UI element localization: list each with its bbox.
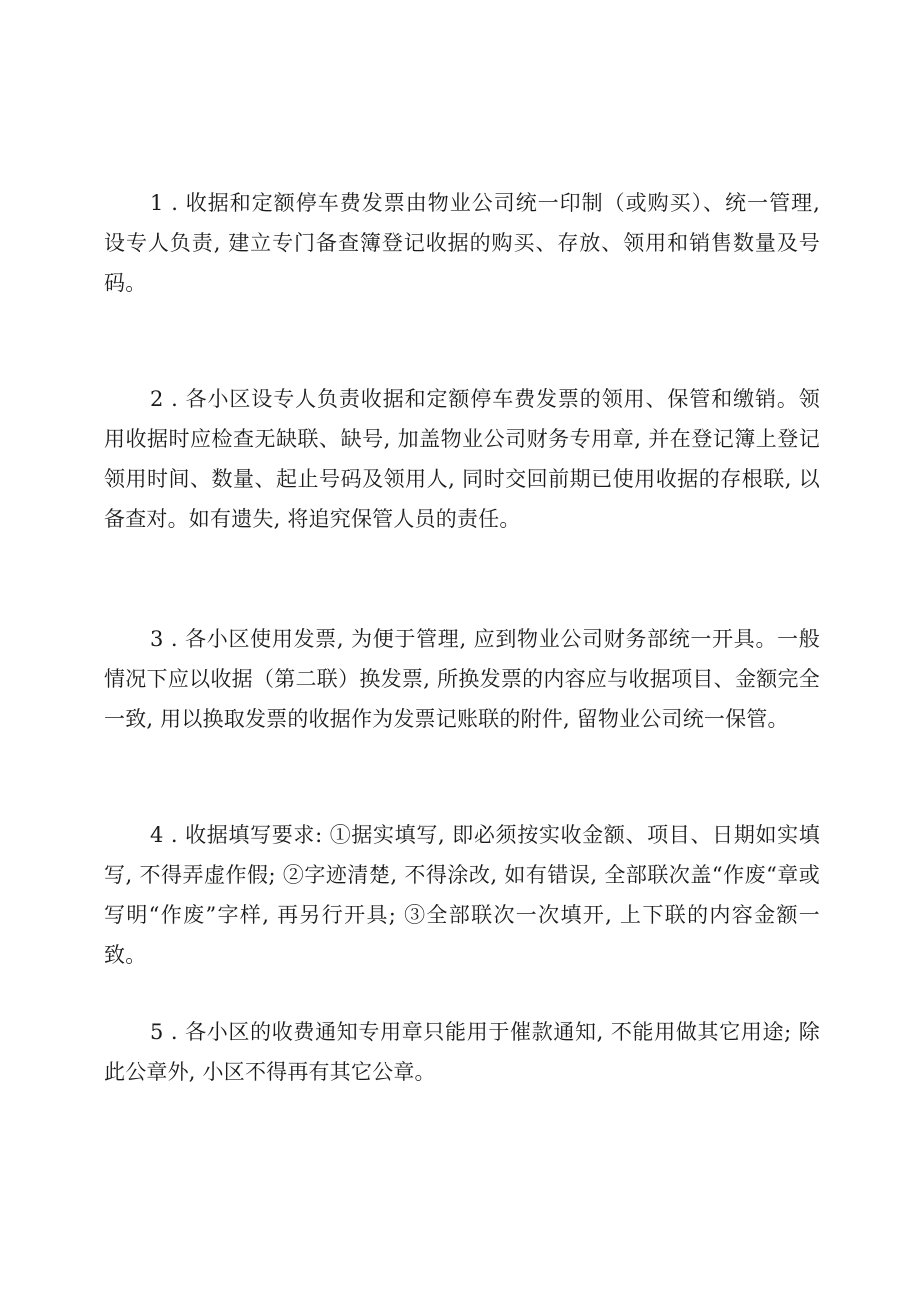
paragraph-4: 4 . 收据填写要求: ①据实填写, 即必须按实收金额、项目、日期如实填写, 不得弄虚作假; ②字迹清楚, 不得涂改, 如有错误, 全部联次盖“作废“章或写明“作废”字样, 再另行开具; ③全部联次一次填开, 上下联的内容金额一致。: [104, 823, 820, 967]
paragraph-3: 3 . 各小区使用发票, 为便于管理, 应到物业公司财务部统一开具。一般情况下应以收据（第二联）换发票, 所换发票的内容应与收据项目、金额完全一致, 用以换取发票的收据作为发票记账联的附件, 留物业公司统一保管。: [104, 627, 820, 731]
paragraph-2: 2 . 各小区设专人负责收据和定额停车费发票的领用、保管和缴销。领用收据时应检查无缺联、缺号, 加盖物业公司财务专用章, 并在登记簿上登记领用时间、数量、起止号码及领用人, 同时交回前期已使用收据的存根联, 以备查对。如有遗失, 将追究保管人员的责任。: [104, 387, 820, 531]
paragraph-1: 1 . 收据和定额停车费发票由物业公司统一印制（或购买）、统一管理, 设专人负责, 建立专门备查簿登记收据的购买、存放、领用和销售数量及号码。: [104, 191, 820, 295]
paragraph-5: 5 . 各小区的收费通知专用章只能用于催款通知, 不能用做其它用途; 除此公章外, 小区不得再有其它公章。: [104, 1020, 820, 1084]
